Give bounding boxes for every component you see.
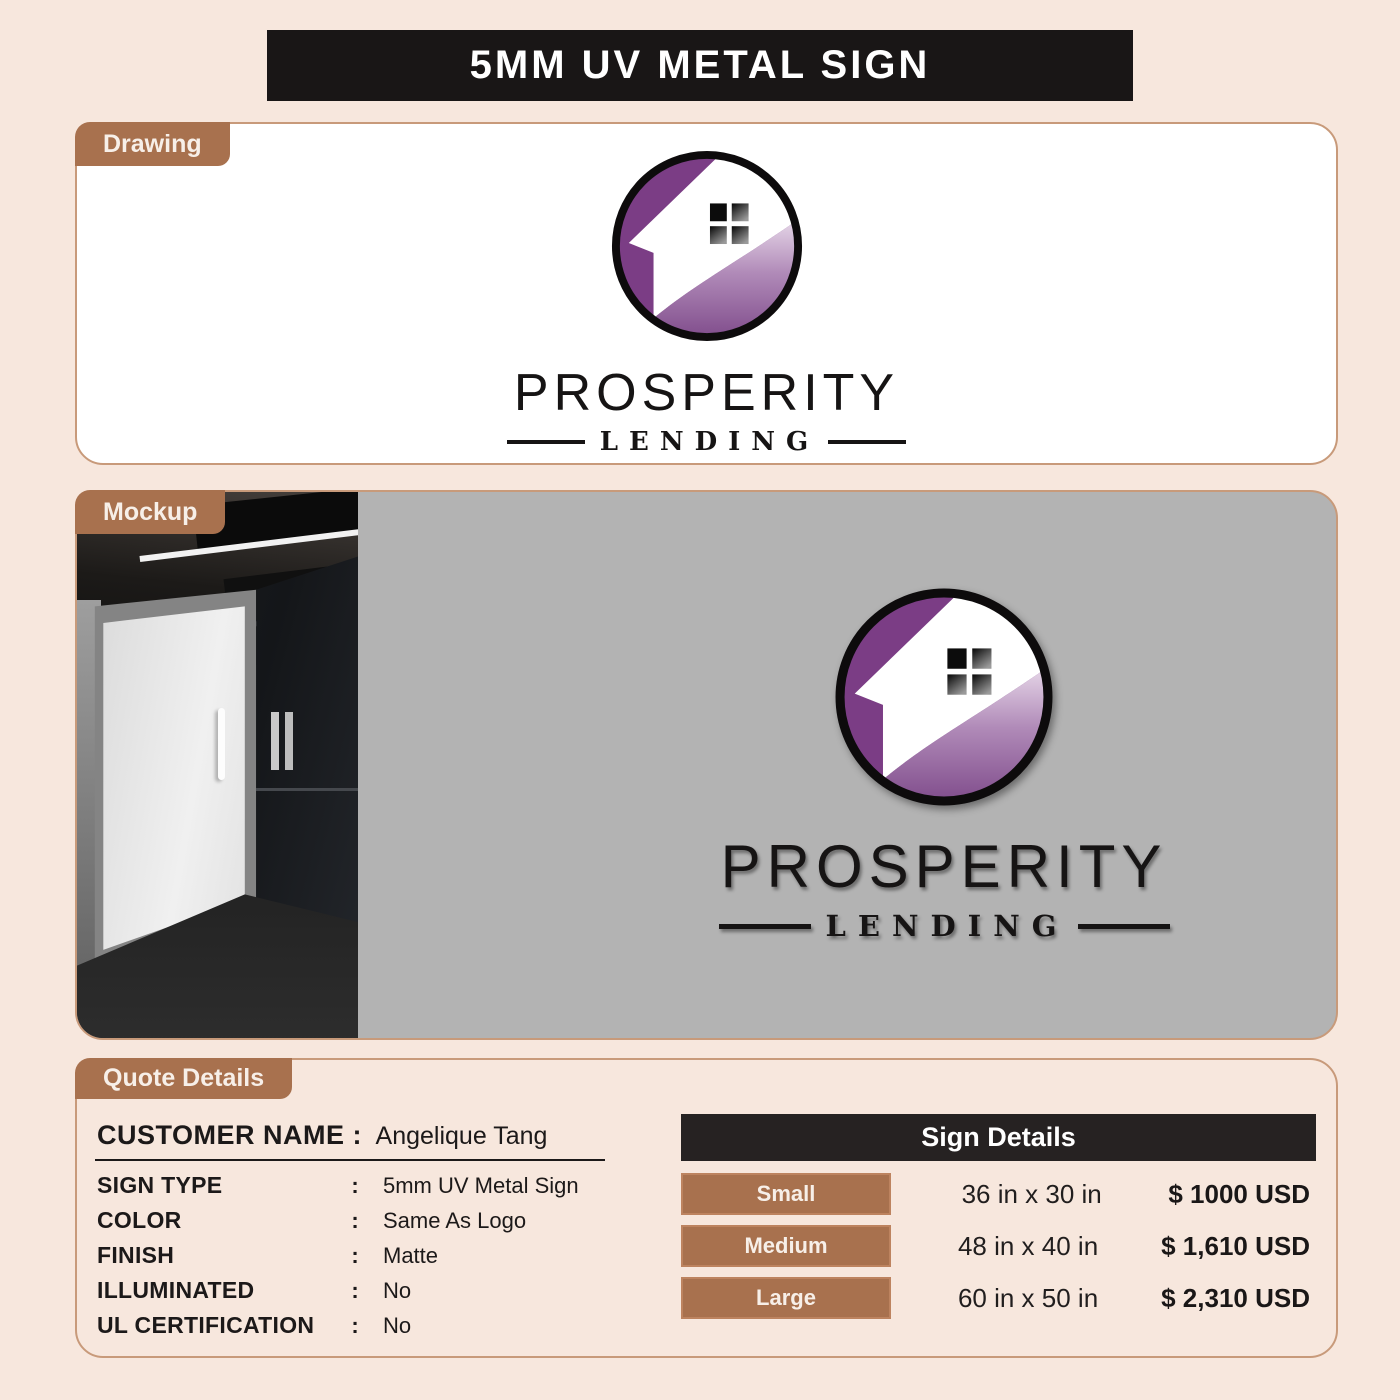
brand-subtitle-row xyxy=(507,427,907,457)
brand-subtitle-text: LENDING xyxy=(825,909,1069,943)
prosperity-lending-logo-icon xyxy=(831,584,1057,810)
colon: : xyxy=(351,1208,359,1233)
drawing-logo-block xyxy=(77,124,1336,463)
mockup-section xyxy=(75,490,1338,1040)
field-value-color: Same As Logo xyxy=(383,1208,527,1233)
brand-subtitle-row xyxy=(719,909,1170,943)
price-medium: $ 1,610 USD xyxy=(1161,1230,1310,1261)
lending-dash-right xyxy=(828,440,906,444)
lending-dash-right xyxy=(1078,924,1170,929)
colon: : xyxy=(351,1173,359,1198)
customer-name-underline xyxy=(95,1159,605,1161)
customer-name-label: CUSTOMER NAME xyxy=(97,1120,345,1150)
photo-door-handle xyxy=(218,708,225,780)
customer-name-row xyxy=(97,1120,547,1151)
mockup-logo-block xyxy=(564,584,1324,943)
field-label-color: COLOR xyxy=(97,1207,182,1233)
lending-dash-left xyxy=(719,924,811,929)
dimensions-small: 36 in x 30 in xyxy=(961,1178,1102,1209)
field-label-illuminated: ILLUMINATED xyxy=(97,1277,255,1303)
drawing-tab xyxy=(75,122,230,166)
sign-details-header xyxy=(681,1114,1316,1161)
brand-name-text: PROSPERITY xyxy=(720,833,1168,900)
price-small: $ 1000 USD xyxy=(1168,1178,1310,1209)
colon: : xyxy=(351,1243,359,1268)
size-button-small[interactable] xyxy=(681,1173,891,1215)
page-title-bar xyxy=(267,30,1133,101)
brand-subtitle-text: LENDING xyxy=(599,427,820,457)
mockup-tab-label: Mockup xyxy=(103,497,198,526)
size-button-label: Small xyxy=(756,1181,816,1206)
dimensions-medium: 48 in x 40 in xyxy=(957,1230,1099,1261)
quote-details-section xyxy=(75,1058,1338,1358)
photo-glass-handle xyxy=(271,712,279,770)
drawing-tab-label: Drawing xyxy=(103,129,202,158)
table-row-medium xyxy=(681,1225,1316,1267)
size-button-label: Medium xyxy=(744,1233,828,1258)
table-row-large xyxy=(681,1277,1316,1319)
field-value-illuminated: No xyxy=(383,1278,412,1303)
size-button-label: Large xyxy=(756,1285,816,1310)
photo-glass-divider xyxy=(256,788,358,791)
size-button-medium[interactable] xyxy=(681,1225,891,1267)
lending-dash-left xyxy=(507,440,585,444)
sign-details-header-label: Sign Details xyxy=(921,1122,1076,1152)
brand-name-text: PROSPERITY xyxy=(513,364,900,422)
field-value-finish: Matte xyxy=(383,1243,439,1268)
prosperity-lending-logo-icon xyxy=(608,147,806,345)
size-button-large[interactable] xyxy=(681,1277,891,1319)
office-interior-photo xyxy=(75,490,358,1040)
colon: : xyxy=(351,1313,359,1338)
field-label-finish: FINISH xyxy=(97,1242,175,1268)
field-label-ul-certification: UL CERTIFICATION xyxy=(97,1312,315,1338)
page-title: 5MM UV METAL SIGN xyxy=(469,43,931,87)
quote-fields-list xyxy=(97,1172,579,1339)
quote-details-tab-label: Quote Details xyxy=(103,1064,265,1092)
table-row-small xyxy=(681,1173,1316,1215)
price-large: $ 2,310 USD xyxy=(1161,1282,1310,1313)
colon: : xyxy=(351,1278,359,1303)
photo-glass-handle2 xyxy=(285,712,293,770)
field-value-ul-certification: No xyxy=(383,1313,412,1338)
drawing-section xyxy=(75,122,1338,465)
sign-details-rows xyxy=(681,1173,1316,1319)
mockup-tab xyxy=(75,490,225,534)
colon: : xyxy=(352,1120,362,1150)
field-label-sign-type: SIGN TYPE xyxy=(97,1172,223,1198)
field-value-sign-type: 5mm UV Metal Sign xyxy=(383,1173,579,1198)
quote-details-tab xyxy=(75,1058,292,1099)
dimensions-large: 60 in x 50 in xyxy=(957,1282,1099,1313)
sign-details-table xyxy=(681,1114,1316,1329)
customer-name-value: Angelique Tang xyxy=(375,1122,548,1150)
